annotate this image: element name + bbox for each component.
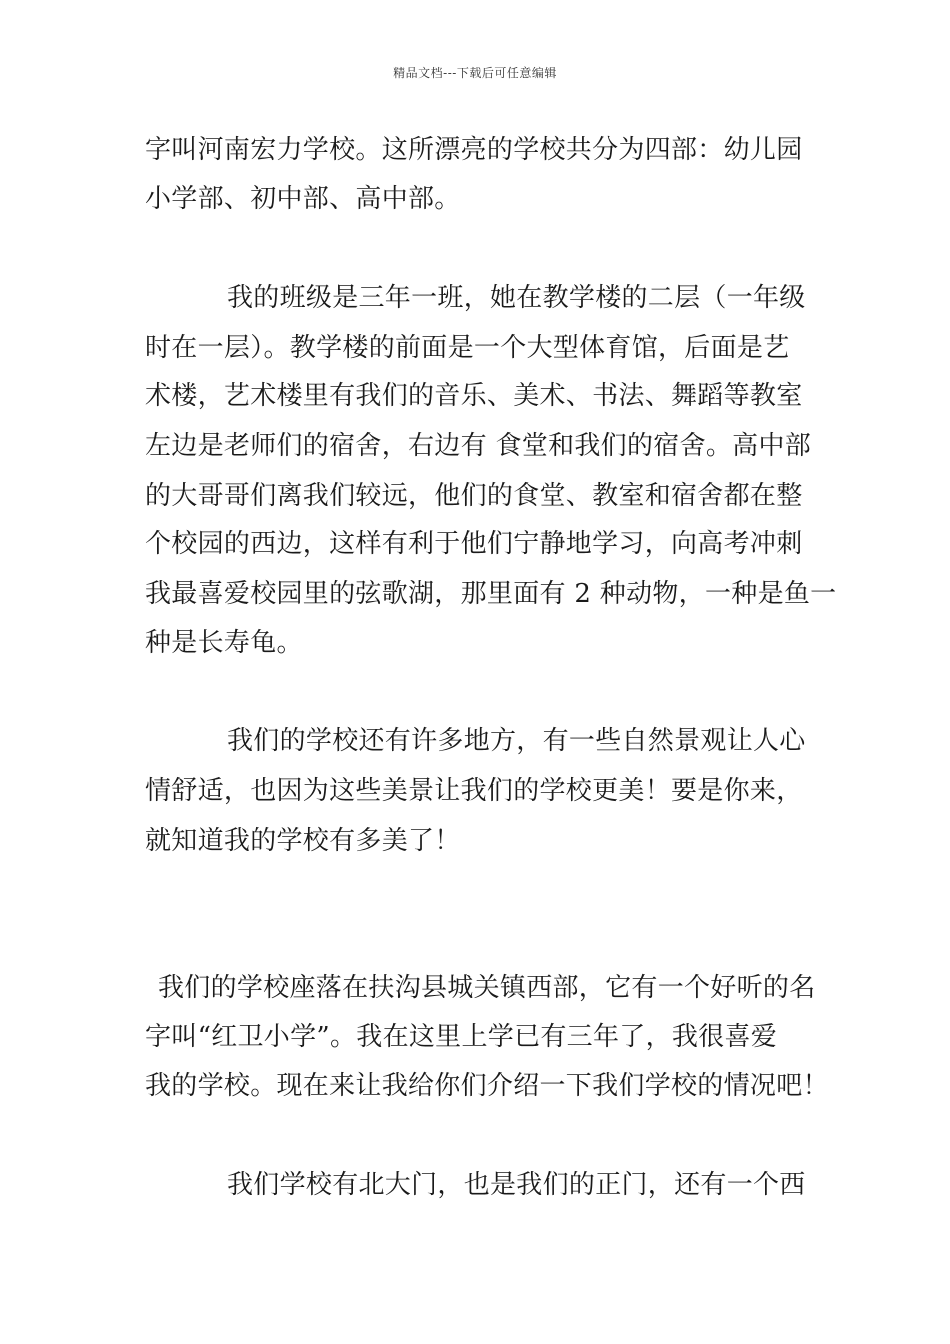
- text-line-8: 个校园的西边，这样有利于他们宁静地学习，向高考冲刺: [145, 529, 803, 559]
- text-line-11: 我们的学校还有许多地方，有一些自然景观让人心: [227, 726, 806, 756]
- text-line-9: 我最喜爱校园里的弦歌湖，那里面有 2 种动物，一种是鱼一: [145, 579, 837, 609]
- page-header: 精品文档---下载后可任意编辑: [393, 66, 557, 80]
- text-line-15: 字叫“红卫小学”。我在这里上学已有三年了，我很喜爱: [145, 1022, 778, 1052]
- text-line-14: 我们的学校座落在扶沟县城关镇西部，它有一个好听的名: [158, 973, 816, 1003]
- text-line-5: 术楼，艺术楼里有我们的音乐、美术、书法、舞蹈等教室: [145, 381, 803, 411]
- text-line-12: 情舒适，也因为这些美景让我们的学校更美！要是你来，: [145, 776, 803, 806]
- text-line-13: 就知道我的学校有多美了！: [145, 826, 461, 856]
- text-line-10: 种是长寿龟。: [145, 628, 303, 658]
- text-line-17: 我们学校有北大门，也是我们的正门，还有一个西: [227, 1170, 806, 1200]
- text-line-16: 我的学校。现在来让我给你们介绍一下我们学校的情况吧！: [145, 1071, 829, 1101]
- text-line-3: 我的班级是三年一班，她在教学楼的二层（一年级: [227, 283, 806, 313]
- text-line-1: 字叫河南宏力学校。这所漂亮的学校共分为四部：幼儿园: [145, 135, 803, 165]
- text-line-6: 左边是老师们的宿舍，右边有 食堂和我们的宿舍。高中部: [145, 431, 812, 461]
- text-line-2: 小学部、初中部、高中部。: [145, 184, 461, 214]
- text-line-7: 的大哥哥们离我们较远，他们的食堂、教室和宿舍都在整: [145, 481, 803, 511]
- text-line-4: 时在一层）。教学楼的前面是一个大型体育馆，后面是艺: [145, 333, 790, 363]
